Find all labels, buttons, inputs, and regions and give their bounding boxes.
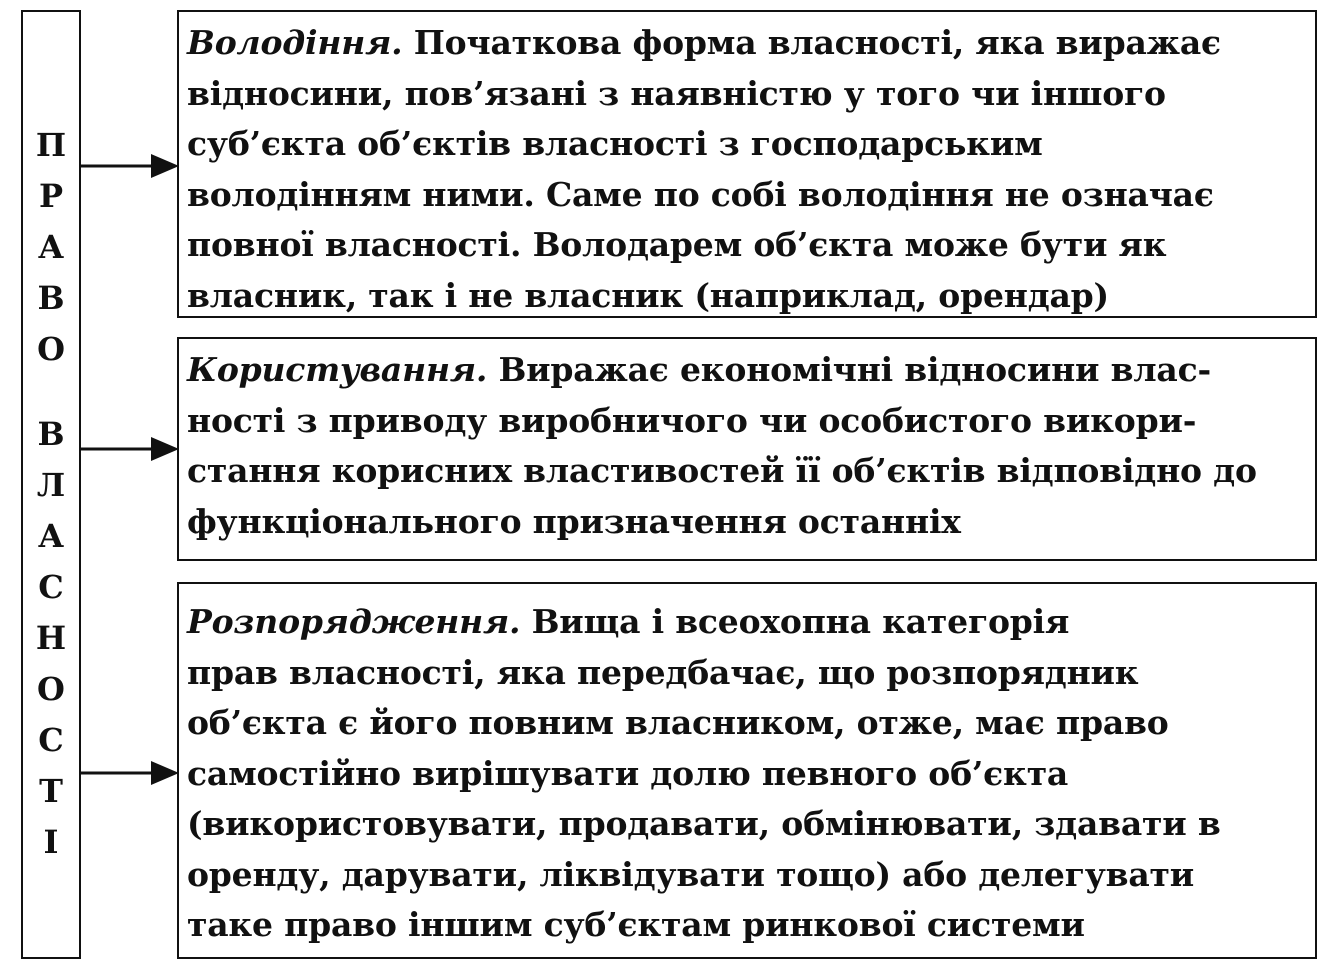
title-letter: А	[37, 228, 65, 266]
vertical-title-word-1	[36, 120, 66, 375]
arrow-to-use	[81, 434, 181, 464]
possession-text: Початкова форма власності, яка виражає відносини, пов’язані з наявністю у того чи іншого суб’єкта об’єктів власності з господарським володінням ними. Саме по собі володіння не означає повної власності. Володарем об’єкта може бути як власник, так і не власник (наприклад, орендар)	[187, 23, 1221, 315]
left-title-box	[21, 10, 81, 959]
use-text: Виражає економічні відносини влас- ності з приводу виробничого чи особистого викори- стання корисних властивостей її об’єктів відповідно до функціонального призначення останніх	[187, 350, 1257, 541]
title-letter: Т	[39, 772, 63, 810]
vertical-title	[23, 120, 79, 868]
use-description	[187, 345, 1305, 547]
title-letter: В	[37, 279, 65, 317]
arrow-to-disposal	[81, 758, 181, 788]
title-letter: Р	[38, 177, 64, 215]
disposal-description	[187, 597, 1305, 951]
vertical-title-word-2	[36, 409, 66, 868]
title-letter: О	[37, 330, 65, 368]
title-letter: С	[38, 568, 64, 606]
title-letter: П	[35, 126, 67, 164]
title-letter: В	[37, 415, 65, 453]
title-letter: О	[37, 670, 65, 708]
title-letter: Н	[35, 619, 67, 657]
title-letter: С	[38, 721, 64, 759]
possession-description	[187, 18, 1305, 321]
possession-term: Володіння.	[187, 23, 403, 62]
disposal-term: Розпорядження.	[187, 602, 521, 641]
use-box	[177, 337, 1317, 561]
title-letter: Л	[36, 466, 66, 504]
possession-box	[177, 10, 1317, 318]
title-letter: І	[43, 823, 59, 861]
title-letter: А	[37, 517, 65, 555]
arrow-to-possession	[81, 151, 181, 181]
disposal-box	[177, 582, 1317, 959]
use-term: Користування.	[187, 350, 488, 389]
disposal-text: Вища і всеохопна категорія прав власності, яка передбачає, що розпорядник об’єкта є його повним власником, отже, має право самостійно вирішувати долю певного об’єкта (використовувати, продавати, обмінювати, здавати в оренду, дарувати, ліквідувати тощо) або делегувати таке право іншим суб’єктам ринкової системи	[187, 602, 1221, 944]
